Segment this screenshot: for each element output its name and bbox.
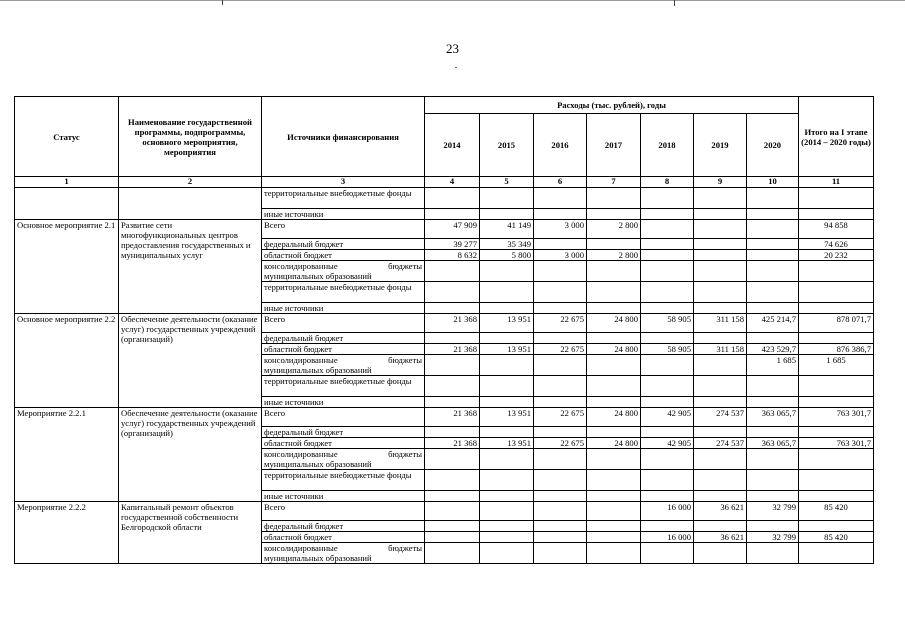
- year-value: [587, 333, 641, 344]
- year-value: 21 368: [425, 344, 480, 355]
- year-value: [747, 261, 799, 282]
- year-value: [587, 397, 641, 408]
- year-value: [534, 209, 587, 220]
- year-value: 24 800: [587, 344, 641, 355]
- year-value: [480, 209, 534, 220]
- column-number: 1: [15, 177, 119, 188]
- year-value: 24 800: [587, 408, 641, 427]
- year-value: [480, 303, 534, 314]
- column-number: 9: [694, 177, 747, 188]
- year-value: [694, 333, 747, 344]
- funding-source: иные источники: [262, 303, 425, 314]
- total-value: 94 858: [799, 220, 874, 239]
- scan-top-edge: [0, 0, 905, 1]
- year-value: [694, 521, 747, 532]
- year-value: 42 905: [641, 438, 694, 449]
- year-value: 363 065,7: [747, 408, 799, 427]
- funding-source: областной бюджет: [262, 250, 425, 261]
- total-value: [799, 188, 874, 209]
- year-value: [641, 188, 694, 209]
- total-value: [799, 261, 874, 282]
- year-value: [641, 355, 694, 376]
- year-value: [694, 376, 747, 397]
- year-value: [641, 282, 694, 303]
- year-value: [480, 502, 534, 521]
- year-value: [747, 376, 799, 397]
- year-value: [694, 470, 747, 491]
- total-value: [799, 282, 874, 303]
- header-year: 2015: [480, 114, 534, 177]
- year-value: [694, 261, 747, 282]
- column-number: 7: [587, 177, 641, 188]
- year-value: [534, 502, 587, 521]
- funding-source: областной бюджет: [262, 532, 425, 543]
- year-value: [747, 470, 799, 491]
- scan-mark: [674, 0, 675, 6]
- funding-source: федеральный бюджет: [262, 239, 425, 250]
- year-value: [641, 239, 694, 250]
- year-value: [694, 543, 747, 564]
- year-value: [694, 188, 747, 209]
- year-value: [747, 491, 799, 502]
- total-value: 1 685: [799, 355, 874, 376]
- header-year: 2018: [641, 114, 694, 177]
- year-value: [534, 333, 587, 344]
- funding-source: областной бюджет: [262, 438, 425, 449]
- year-value: 22 675: [534, 314, 587, 333]
- year-value: [587, 303, 641, 314]
- year-value: [425, 261, 480, 282]
- year-value: [425, 502, 480, 521]
- funding-source: территориальные внебюджетные фонды: [262, 282, 425, 303]
- year-value: [587, 188, 641, 209]
- year-value: 274 537: [694, 408, 747, 427]
- status-cell: Мероприятие 2.2.1: [15, 408, 119, 502]
- year-value: [480, 261, 534, 282]
- column-number: 2: [119, 177, 262, 188]
- year-value: [480, 470, 534, 491]
- total-value: 876 386,7: [799, 344, 874, 355]
- year-value: [480, 521, 534, 532]
- year-value: [534, 543, 587, 564]
- year-value: 3 000: [534, 250, 587, 261]
- header-sources: Источники финансирования: [262, 97, 425, 177]
- year-value: 47 909: [425, 220, 480, 239]
- year-value: [534, 239, 587, 250]
- year-value: [534, 521, 587, 532]
- year-value: [641, 209, 694, 220]
- year-value: [587, 470, 641, 491]
- year-value: 13 951: [480, 344, 534, 355]
- total-value: [799, 397, 874, 408]
- year-value: 22 675: [534, 408, 587, 427]
- year-value: 311 158: [694, 344, 747, 355]
- year-value: [641, 543, 694, 564]
- page-number: 23: [446, 41, 459, 56]
- year-value: [534, 449, 587, 470]
- year-value: [480, 532, 534, 543]
- year-value: [587, 532, 641, 543]
- year-value: [480, 333, 534, 344]
- year-value: [747, 188, 799, 209]
- year-value: [694, 427, 747, 438]
- year-value: 2 800: [587, 220, 641, 239]
- year-value: 21 368: [425, 408, 480, 427]
- name-cell: Развитие сети многофункциональных центров предоставления государственных и муниципальных услуг: [119, 220, 262, 314]
- total-value: 85 420: [799, 502, 874, 521]
- scan-speck: [455, 67, 457, 68]
- funding-source: консолидированные бюджеты муниципальных образований: [262, 449, 425, 470]
- year-value: [694, 449, 747, 470]
- year-value: 39 277: [425, 239, 480, 250]
- year-value: 36 621: [694, 532, 747, 543]
- year-value: [694, 355, 747, 376]
- year-value: [641, 303, 694, 314]
- year-value: 42 905: [641, 408, 694, 427]
- year-value: [480, 491, 534, 502]
- header-year: 2014: [425, 114, 480, 177]
- funding-source: Всего: [262, 314, 425, 333]
- year-value: [425, 209, 480, 220]
- year-value: [587, 355, 641, 376]
- year-value: [480, 449, 534, 470]
- year-value: [425, 397, 480, 408]
- year-value: 58 905: [641, 314, 694, 333]
- year-value: 3 000: [534, 220, 587, 239]
- year-value: [587, 502, 641, 521]
- total-value: 763 301,7: [799, 408, 874, 427]
- year-value: [425, 470, 480, 491]
- year-value: [534, 188, 587, 209]
- table-row: [15, 188, 874, 209]
- year-value: [480, 543, 534, 564]
- year-value: [641, 250, 694, 261]
- year-value: 32 799: [747, 532, 799, 543]
- year-value: [747, 303, 799, 314]
- funding-source: территориальные внебюджетные фонды: [262, 470, 425, 491]
- year-value: [534, 282, 587, 303]
- funding-source: федеральный бюджет: [262, 427, 425, 438]
- year-value: [747, 250, 799, 261]
- year-value: [641, 376, 694, 397]
- header-year: 2016: [534, 114, 587, 177]
- funding-source: территориальные внебюджетные фонды: [262, 188, 425, 209]
- year-value: [641, 470, 694, 491]
- total-value: [799, 491, 874, 502]
- header-year: 2020: [747, 114, 799, 177]
- status-cell: [15, 188, 119, 220]
- year-value: [534, 355, 587, 376]
- year-value: [747, 521, 799, 532]
- year-value: [587, 449, 641, 470]
- year-value: [480, 427, 534, 438]
- year-value: [587, 491, 641, 502]
- year-value: [641, 449, 694, 470]
- table-header: [15, 97, 874, 188]
- budget-table: [14, 96, 874, 564]
- year-value: [425, 282, 480, 303]
- year-value: 363 065,7: [747, 438, 799, 449]
- total-value: 20 232: [799, 250, 874, 261]
- total-value: [799, 333, 874, 344]
- year-value: 1 685: [747, 355, 799, 376]
- table-row: [15, 408, 874, 427]
- year-value: [587, 543, 641, 564]
- year-value: [425, 427, 480, 438]
- year-value: 22 675: [534, 438, 587, 449]
- funding-source: консолидированные бюджеты муниципальных образований: [262, 355, 425, 376]
- total-value: 878 071,7: [799, 314, 874, 333]
- status-cell: Мероприятие 2.2.2: [15, 502, 119, 564]
- year-value: 16 000: [641, 532, 694, 543]
- year-value: [694, 250, 747, 261]
- year-value: [747, 397, 799, 408]
- year-value: [480, 397, 534, 408]
- year-value: [747, 543, 799, 564]
- year-value: [425, 355, 480, 376]
- year-value: [425, 303, 480, 314]
- year-value: [587, 427, 641, 438]
- year-value: [694, 491, 747, 502]
- funding-source: консолидированные бюджеты муниципальных образований: [262, 543, 425, 564]
- year-value: [587, 261, 641, 282]
- year-value: 21 368: [425, 314, 480, 333]
- total-value: [799, 209, 874, 220]
- year-value: [694, 220, 747, 239]
- header-year: 2019: [694, 114, 747, 177]
- header-expenses: Расходы (тыс. рублей), годы: [425, 97, 799, 114]
- year-value: [587, 282, 641, 303]
- year-value: [641, 521, 694, 532]
- year-value: [694, 209, 747, 220]
- year-value: [694, 239, 747, 250]
- year-value: [747, 239, 799, 250]
- year-value: [747, 282, 799, 303]
- column-number: 8: [641, 177, 694, 188]
- year-value: [747, 427, 799, 438]
- year-value: [534, 470, 587, 491]
- column-number: 4: [425, 177, 480, 188]
- scan-mark: [222, 0, 223, 5]
- year-value: [694, 303, 747, 314]
- year-value: 423 529,7: [747, 344, 799, 355]
- year-value: [480, 282, 534, 303]
- year-value: [534, 397, 587, 408]
- year-value: 13 951: [480, 314, 534, 333]
- column-number: 6: [534, 177, 587, 188]
- funding-source: Всего: [262, 502, 425, 521]
- year-value: [425, 491, 480, 502]
- year-value: [534, 376, 587, 397]
- year-value: 24 800: [587, 314, 641, 333]
- name-cell: Обеспечение деятельности (оказание услуг) государственных учреждений (организаций): [119, 408, 262, 502]
- header-year: 2017: [587, 114, 641, 177]
- funding-source: Всего: [262, 408, 425, 427]
- year-value: [425, 376, 480, 397]
- total-value: 74 626: [799, 239, 874, 250]
- funding-source: территориальные внебюджетные фонды: [262, 376, 425, 397]
- year-value: [425, 532, 480, 543]
- year-value: [480, 376, 534, 397]
- funding-source: федеральный бюджет: [262, 333, 425, 344]
- year-value: [534, 427, 587, 438]
- total-value: 85 420: [799, 532, 874, 543]
- name-cell: [119, 188, 262, 220]
- year-value: [641, 491, 694, 502]
- year-value: 58 905: [641, 344, 694, 355]
- year-value: [534, 303, 587, 314]
- year-value: [425, 543, 480, 564]
- year-value: [641, 427, 694, 438]
- year-value: [534, 491, 587, 502]
- name-cell: Капитальный ремонт объектов государственной собственности Белгородской области: [119, 502, 262, 564]
- year-value: [747, 209, 799, 220]
- year-value: 24 800: [587, 438, 641, 449]
- year-value: 274 537: [694, 438, 747, 449]
- column-number: 10: [747, 177, 799, 188]
- year-value: [480, 188, 534, 209]
- year-value: [425, 188, 480, 209]
- year-value: [587, 239, 641, 250]
- total-value: [799, 470, 874, 491]
- year-value: 32 799: [747, 502, 799, 521]
- year-value: 8 632: [425, 250, 480, 261]
- total-value: [799, 427, 874, 438]
- header-status: Статус: [15, 97, 119, 177]
- year-value: 425 214,7: [747, 314, 799, 333]
- year-value: [747, 333, 799, 344]
- year-value: 35 349: [480, 239, 534, 250]
- year-value: [641, 397, 694, 408]
- funding-source: федеральный бюджет: [262, 521, 425, 532]
- funding-source: областной бюджет: [262, 344, 425, 355]
- year-value: [534, 261, 587, 282]
- year-value: [587, 521, 641, 532]
- year-value: 2 800: [587, 250, 641, 261]
- funding-source: Всего: [262, 220, 425, 239]
- funding-source: иные источники: [262, 397, 425, 408]
- year-value: [425, 333, 480, 344]
- header-total: Итого на I этапе (2014 – 2020 годы): [799, 97, 874, 177]
- funding-source: консолидированные бюджеты муниципальных образований: [262, 261, 425, 282]
- year-value: 311 158: [694, 314, 747, 333]
- year-value: [747, 449, 799, 470]
- total-value: [799, 449, 874, 470]
- year-value: [641, 333, 694, 344]
- year-value: [587, 209, 641, 220]
- year-value: 41 149: [480, 220, 534, 239]
- year-value: [534, 532, 587, 543]
- total-value: [799, 303, 874, 314]
- year-value: 13 951: [480, 438, 534, 449]
- year-value: [694, 397, 747, 408]
- total-value: 763 301,7: [799, 438, 874, 449]
- year-value: [641, 261, 694, 282]
- year-value: [425, 521, 480, 532]
- year-value: [480, 355, 534, 376]
- status-cell: Основное мероприятие 2.2: [15, 314, 119, 408]
- year-value: [694, 282, 747, 303]
- column-number: 3: [262, 177, 425, 188]
- column-number: 11: [799, 177, 874, 188]
- table-row: [15, 314, 874, 333]
- table-row: [15, 502, 874, 521]
- year-value: 21 368: [425, 438, 480, 449]
- year-value: 5 800: [480, 250, 534, 261]
- total-value: [799, 521, 874, 532]
- year-value: 13 951: [480, 408, 534, 427]
- year-value: 16 000: [641, 502, 694, 521]
- name-cell: Обеспечение деятельности (оказание услуг) государственных учреждений (организаций): [119, 314, 262, 408]
- year-value: 22 675: [534, 344, 587, 355]
- column-number: 5: [480, 177, 534, 188]
- status-cell: Основное мероприятие 2.1: [15, 220, 119, 314]
- year-value: 36 621: [694, 502, 747, 521]
- funding-source: иные источники: [262, 491, 425, 502]
- year-value: [425, 449, 480, 470]
- header-name: Наименование государственной программы, подпрограммы, основного мероприятия, мероприятия: [119, 97, 262, 177]
- total-value: [799, 543, 874, 564]
- year-value: [641, 220, 694, 239]
- funding-source: иные источники: [262, 209, 425, 220]
- year-value: [747, 220, 799, 239]
- year-value: [587, 376, 641, 397]
- table-body: [15, 188, 874, 564]
- table-row: [15, 220, 874, 239]
- total-value: [799, 376, 874, 397]
